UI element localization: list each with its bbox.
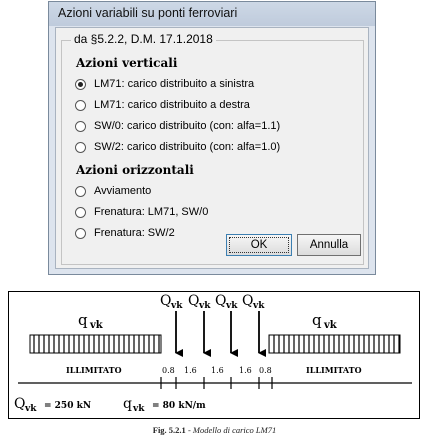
ok-button[interactable]: OK xyxy=(226,234,292,256)
radio-lm71-right-label[interactable]: LM71: carico distribuito a destra xyxy=(94,99,250,111)
radio-sw0[interactable] xyxy=(75,118,280,134)
radio-avviamento-circle[interactable] xyxy=(75,186,86,197)
dialog-title: Azioni variabili su ponti ferroviari xyxy=(58,6,238,20)
radio-frenatura-lm71-sw0[interactable] xyxy=(75,204,208,220)
Q4-subscript: vk xyxy=(253,301,265,311)
formula-q-subscript: vk xyxy=(133,404,145,414)
radio-frenatura-sw2-label[interactable]: Frenatura: SW/2 xyxy=(94,227,175,239)
radio-lm71-left-label[interactable]: LM71: carico distribuito a sinistra xyxy=(94,78,255,90)
lm71-load-model-figure xyxy=(8,291,420,419)
radio-avviamento[interactable] xyxy=(75,183,151,199)
radio-sw2-label[interactable]: SW/2: carico distribuito (con: alfa=1.0) xyxy=(94,141,281,153)
formula-q-symbol: q xyxy=(123,396,132,412)
dialog-client-area xyxy=(55,27,369,269)
radio-sw0-circle[interactable] xyxy=(75,121,86,132)
formula-Q-value: = 250 kN xyxy=(44,401,92,411)
vertical-actions-heading: Azioni verticali xyxy=(76,56,178,70)
distributed-load-right xyxy=(269,335,400,353)
radio-lm71-right[interactable] xyxy=(75,97,250,113)
Q4-symbol: Q xyxy=(242,293,254,309)
radio-lm71-left[interactable] xyxy=(75,76,254,92)
spacing-label-3: 1.6 xyxy=(211,366,224,375)
horizontal-actions-heading: Azioni orizzontali xyxy=(76,163,194,177)
options-group xyxy=(61,32,364,265)
spacing-label-1: 0.8 xyxy=(162,366,175,375)
dialog-window xyxy=(48,1,376,275)
left-extent-label: ILLIMITATO xyxy=(66,365,122,375)
q-left-subscript: vk xyxy=(90,320,103,331)
figure-caption xyxy=(0,425,429,435)
group-legend: da §5.2.2, D.M. 17.1.2018 xyxy=(71,32,216,46)
dialog-titlebar[interactable] xyxy=(49,2,375,26)
radio-sw2-circle[interactable] xyxy=(75,142,86,153)
cancel-button[interactable]: Annulla xyxy=(297,234,361,256)
spacing-label-2: 1.6 xyxy=(184,366,197,375)
figure-caption-text: - Modello di carico LM71 xyxy=(185,425,277,435)
radio-frenatura-lm71-sw0-label[interactable]: Frenatura: LM71, SW/0 xyxy=(94,206,209,218)
radio-lm71-left-circle[interactable] xyxy=(75,79,86,90)
Q1-symbol: Q xyxy=(160,293,172,309)
Q1-subscript: vk xyxy=(171,301,183,311)
radio-avviamento-label[interactable]: Avviamento xyxy=(94,185,152,197)
radio-frenatura-lm71-sw0-circle[interactable] xyxy=(75,207,86,218)
right-extent-label: ILLIMITATO xyxy=(306,365,362,375)
formula-Q-symbol: Q xyxy=(14,396,26,412)
spacing-label-4: 1.6 xyxy=(239,366,252,375)
Q3-symbol: Q xyxy=(215,293,227,309)
radio-sw2[interactable] xyxy=(75,139,280,155)
Q2-subscript: vk xyxy=(199,301,211,311)
radio-frenatura-sw2[interactable] xyxy=(75,225,175,241)
Q2-symbol: Q xyxy=(188,293,200,309)
Q3-subscript: vk xyxy=(226,301,238,311)
figure-frame xyxy=(9,292,420,419)
formula-q-value: = 80 kN/m xyxy=(152,401,206,411)
radio-sw0-label[interactable]: SW/0: carico distribuito (con: alfa=1.1) xyxy=(94,120,281,132)
radio-frenatura-sw2-circle[interactable] xyxy=(75,228,86,239)
distributed-load-left xyxy=(30,335,161,353)
formula-Q-subscript: vk xyxy=(25,404,37,414)
q-right-subscript: vk xyxy=(324,320,337,331)
radio-lm71-right-circle[interactable] xyxy=(75,100,86,111)
q-left-symbol: q xyxy=(78,311,88,329)
q-right-symbol: q xyxy=(312,311,322,329)
figure-caption-number: Fig. 5.2.1 xyxy=(152,425,186,435)
spacing-label-5: 0.8 xyxy=(259,366,272,375)
